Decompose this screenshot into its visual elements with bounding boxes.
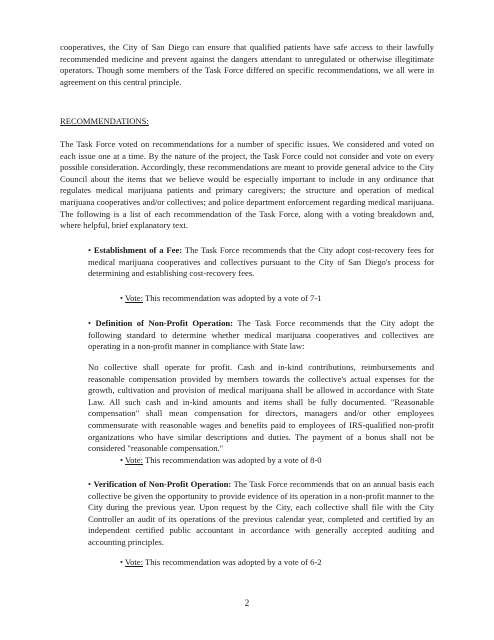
intro-paragraph: cooperatives, the City of San Diego can ensure that qualified patients have safe access to their lawfully recommended medicine and prevent against the dangers attendant to unregulated or otherwise illegitimate operators. Though some members of the Task Force differed on specific recommendations, we all were in agreement on this central principle. xyxy=(60,42,434,87)
vote-text: This recommendation was adopted by a vote of 7-1 xyxy=(145,293,322,303)
vote-label: Vote: xyxy=(125,293,143,303)
vote-definition xyxy=(120,455,322,465)
recommendation-fee xyxy=(88,245,434,280)
vote-fee xyxy=(120,293,322,303)
vote-text: This recommendation was adopted by a vote of 6-2 xyxy=(145,557,322,567)
vote-label: Vote: xyxy=(125,557,143,567)
recommendation-verification-title: Verification of Non-Profit Operation: xyxy=(93,479,232,489)
bullet: • xyxy=(88,245,92,255)
recommendations-intro: The Task Force voted on recommendations for a number of specific issues. We considered and voted on each issue one at a time. By the nature of the project, the Task Force could not consider and vote on every possible consideration. Accordingly, these recommendations are meant to provide general advice to the City Council about the items that we believe would be especially important to include in any ordinance that regulates medical marijuana patients and primary caregivers; the structure and operation of medical marijuana cooperatives and/or collectives; and police department enforcement regarding medical marijuana. The following is a list of each recommendation of the Task Force, along with a voting breakdown and, where helpful, brief explanatory text. xyxy=(60,139,434,231)
non-profit-standard: No collective shall operate for profit. Cash and in-kind contributions, reimbursements and reasonable compensation provided by members towards the collective's actual expenses for the growth, cultivation and provision of medical marijuana shall be allowed in accordance with State Law. All such cash and in-kind amounts and items shall be fully documented. "Reasonable compensation" shall mean compensation for directors, managers and/or other employees commensurate with reasonable wages and benefits paid to employees of IRS-qualified non-profit organizations who have similar descriptions and duties. The payment of a bonus shall not be considered "reasonable compensation." xyxy=(88,362,434,454)
recommendations-heading: RECOMMENDATIONS: xyxy=(60,116,149,126)
recommendation-non-profit-verification xyxy=(88,479,434,549)
bullet: • xyxy=(120,557,124,567)
recommendation-definition-title: Definition of Non-Profit Operation: xyxy=(95,318,234,328)
recommendation-verification-text: The Task Force recommends that on an annual basis each collective be given the opportunity to provide evidence of its operation in a non-profit manner to the City during the previous year. Upon request by the City, each collective shall file with the City Controller an audit of its operations of the previous calendar year, completed and certified by an independent certified public accountant in accordance with generally accepted auditing and accounting principles. xyxy=(88,479,435,547)
bullet: • xyxy=(88,318,92,328)
bullet: • xyxy=(88,479,92,489)
recommendation-definition-text: The Task Force recommends that the City adopt the following standard to determine whether medical marijuana cooperatives and collectives are operating in a non-profit manner in compliance with State law: xyxy=(88,318,434,352)
vote-verification xyxy=(120,557,322,567)
vote-label: Vote: xyxy=(125,455,143,465)
bullet: • xyxy=(120,455,124,465)
vote-text: This recommendation was adopted by a vote of 8-0 xyxy=(145,455,322,465)
page-number: 2 xyxy=(244,598,250,608)
bullet: • xyxy=(120,293,124,303)
recommendation-non-profit-definition xyxy=(88,318,434,353)
recommendation-fee-text: The Task Force recommends that the City adopt cost-recovery fees for medical marijuana cooperatives and collectives pursuant to the City of San Diego's process for determining and establishing cost-recovery fees. xyxy=(88,245,435,279)
recommendation-fee-title: Establishment of a Fee: xyxy=(93,245,183,255)
